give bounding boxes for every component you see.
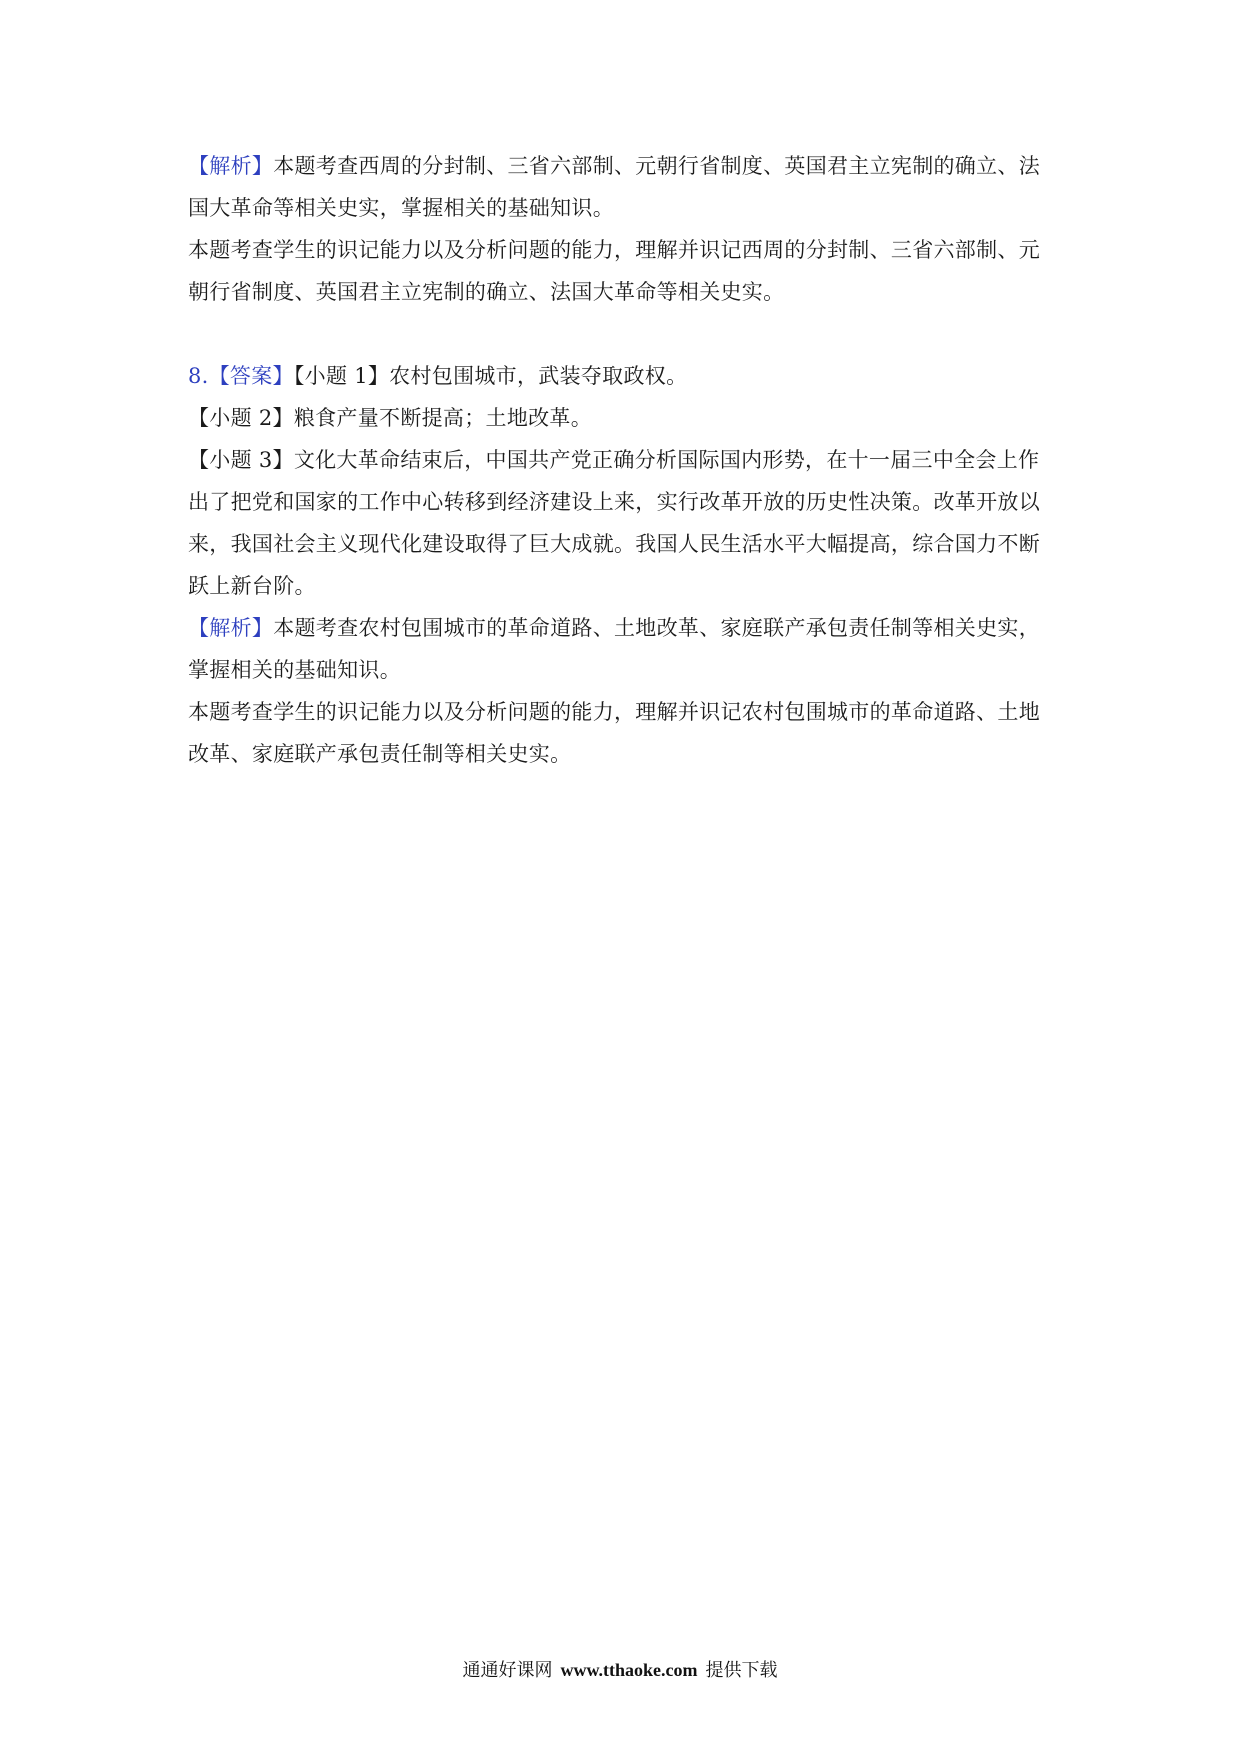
- block8-analysis-line-2: 掌握相关的基础知识。: [188, 658, 401, 682]
- block8-answer-line-2: 【小题 2】粮食产量不断提高；土地改革。: [188, 406, 593, 430]
- block8-answer-line-4: 出了把党和国家的工作中心转移到经济建设上来，实行改革开放的历史性决策。改革开放以: [188, 490, 1040, 514]
- analysis-tag: 【解析】: [188, 616, 274, 640]
- analysis-text: 本题考查西周的分封制、三省六部制、元朝行省制度、英国君主立宪制的确立、法: [273, 154, 1040, 178]
- footer-site-name: 通通好课网: [462, 1660, 553, 1681]
- page-footer: [0, 1657, 1240, 1684]
- block8-answer-line-1: [188, 355, 1060, 397]
- block7-analysis-line-3: 本题考查学生的识记能力以及分析问题的能力，理解并识记西周的分封制、三省六部制、元: [188, 238, 1040, 262]
- block8-analysis-line-1: [188, 607, 1060, 649]
- block7-analysis-line-4: 朝行省制度、英国君主立宪制的确立、法国大革命等相关史实。: [188, 280, 785, 304]
- document-content: [188, 145, 1060, 775]
- block8-answer-line-3: 【小题 3】文化大革命结束后，中国共产党正确分析国际国内形势，在十一届三中全会上作: [188, 448, 1040, 472]
- analysis-text: 本题考查农村包围城市的革命道路、土地改革、家庭联产承包责任制等相关史实，: [273, 616, 1040, 640]
- answer-text: 【小题 1】农村包围城市，武装夺取政权。: [293, 364, 688, 388]
- block7-analysis-line-2: 国大革命等相关史实，掌握相关的基础知识。: [188, 196, 614, 220]
- block8-answer-line-6: 跃上新台阶。: [188, 574, 316, 598]
- footer-suffix: 提供下载: [705, 1660, 778, 1681]
- analysis-tag: 【解析】: [188, 154, 274, 178]
- block8-answer-line-5: 来，我国社会主义现代化建设取得了巨大成就。我国人民生活水平大幅提高，综合国力不断: [188, 532, 1040, 556]
- block8-analysis-line-4: 改革、家庭联产承包责任制等相关史实。: [188, 742, 572, 766]
- block7-analysis-line-1: [188, 145, 1060, 187]
- section-spacer: [188, 313, 1060, 355]
- footer-url-link[interactable]: www.tthaoke.com: [560, 1660, 698, 1680]
- answer-tag: 8.【答案】: [188, 364, 294, 388]
- block8-analysis-line-3: 本题考查学生的识记能力以及分析问题的能力，理解并识记农村包围城市的革命道路、土地: [188, 700, 1040, 724]
